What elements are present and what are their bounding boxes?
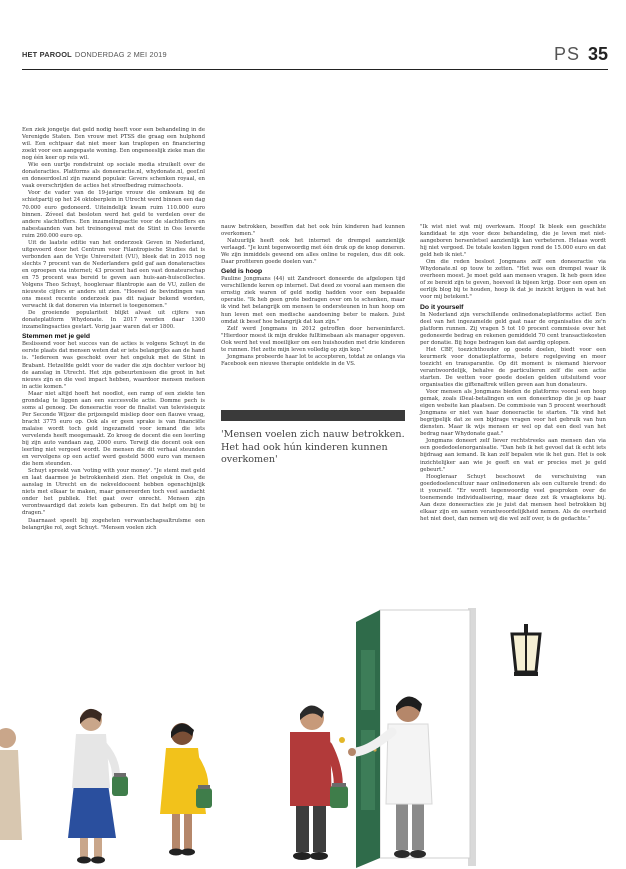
paragraph: "Ik wist niet wat mij overkwam. Hoop! Ik bleek een geschikte kandidaat te zijn voor deze behandeling, die je leven met niet-aangeboren hersenletsel aanzienlijk kan verbeteren. Helaas wordt hij niet vergoed. De totale kosten liggen rond de 15.000 euro en dat geld heb ik niet." — [420, 224, 606, 259]
quote-bar — [221, 410, 405, 421]
paragraph: nauw betrokken, beseffen dat het ook hún kinderen had kunnen overkomen." — [221, 224, 405, 238]
paragraph: Wie een uurtje rondstruint op sociale media struikelt over de donateracties. Platforms als doneeractie.nl, whydonate.nl, geef.nl en doneerdoel.nl zijn razend populair. Gevers schenken royaal, en vaak overschrijden de acties het streefbedrag ruimschoots. — [22, 162, 205, 190]
page-number: 35 — [587, 44, 608, 64]
person-man-red — [290, 705, 338, 860]
donation-people-illustration — [0, 600, 626, 869]
paragraph: Om die reden besloot Jongmans zelf een doneeractie via Whydonate.nl op touw te zetten. "Het was een drempel waar ik overheen moest. Je moet geld aan mensen vragen. Ik heb geen idee of ze bereid zijn te geven, hoeveel ik bijeen krijg. Door een open en eerlijk blog bij te houden, hoop ik dat je inzicht krijgen in wat het voor mij betekent." — [420, 259, 606, 301]
person-woman-blue — [68, 709, 116, 864]
paragraph: Uit de laatste editie van het onderzoek Geven in Nederland, uitgevoerd door het Centrum voor Filantropische Studies dat is verbonden aan de Vrije Universiteit (VU), bleek dat in 2015 nog slechts 7 procent van de Nederlanders geld gaf aan donateracties en oproepen via internet; 43 procent had een vast donateurschap en 75 procent was bereid te geven aan huis-aan-huiscollectes. Volgens Theo Schuyt, hoogleraar filantropie aan de VU, zullen de nieuwste cijfers er anders uit zien. "Hoewel de bevindingen van ons meest recente onderzoek pas dit najaar bekend worden, verwacht ik dat doneren via internet is toegenomen." — [22, 239, 205, 310]
coin-icon — [339, 737, 345, 743]
paragraph: Voor mensen als Jongmans bieden de platforms vooral een hoop gemak, zoals iDeal-betalingen en een doneerknop die je op haar eigen website kan plaatsen. De commissie van 5 procent weerhoudt Jongmans er niet van haar doneeractie te starten. "Ik vind het begrijpelijk dat ze een bijdrage vragen voor het gebruik van hun diensten. Maar ik wijs mensen er wel op dat een deel van het bedrag naar Whydonate gaat." — [420, 389, 606, 438]
header-rule — [22, 69, 608, 70]
subheading: Do it yourself — [420, 303, 464, 311]
pull-quote: 'Mensen voelen zich nauw betrokken. Het had ook hún kinderen kunnen overkomen' — [221, 429, 405, 466]
paragraph: Schuyt spreekt van 'voting with your money'. "Je stemt met geld en laat daarmee je betrokkenheid zien. Het ongeluk in Oss, de aanslag in Utrecht en de nekveldoceent hebben ogenschijnlijk niets met elkaar te maken, maar genereerden toch veel aandacht onder het publiek. Het gaat over onrecht. Mensen zijn verontwaardigd dat zoiets kan gebeuren. En dat helpt om bij te dragen." — [22, 468, 205, 517]
paper-name: HET PAROOL — [22, 50, 72, 59]
person-partial-left — [0, 728, 22, 840]
paragraph: Een ziek jongetje dat geld nodig heeft voor een behandeling in de Verenigde Staten. Een vrouw met PTSS die graag een hulphond wil. Een echtpaar dat niet meer kan traplopen en financiering zoekt voor een aangepaste woning. Een ongeneeslijk zieke man die nog één keer op reis wil. — [22, 127, 205, 162]
subheading: Geld is hoop — [221, 268, 263, 276]
page-header — [22, 44, 608, 68]
paragraph: Pauline Jongmans (44) uit Zandvoort doneerde de afgelopen tijd verschillende keren op internet. Dat deed ze vooral aan mensen die ernstig ziek waren of geld nodig hadden voor een bepaalde operatie. "Ik heb geen grote bedragen over om te schenken, maar ik vind het belangrijk om mensen te ondersteunen in hun hoop om hun leven met een medische aandoening beter te maken. Juist omdat ik besef hoe belangrijk dat kan zijn." — [221, 276, 405, 325]
paragraph: Beslissend voor het succes van de acties is volgens Schuyt in de eerste plaats dat mensen weten dat er iets belangrijks aan de hand is. "Iedereen was geschokt over het ongeluk met de Stint in Brabant. Hetzelfde geldt voor de vader die zijn dochter verloor bij de aanslag in Utrecht. Het zijn gebeurtenissen die groot in het nieuws zijn en die veel impact hebben, waardoor mensen meteen in actie komen." — [22, 341, 205, 390]
article-column-1 — [22, 127, 205, 532]
paragraph: Natuurlijk heeft ook het internet de drempel aanzienlijk verlaagd. "Je kunt tegenwoordig met één druk op de knop doneren. We zijn inmiddels gewend om alles online te regelen, dus dit ook. Daar profiteren goede doelen van." — [221, 238, 405, 266]
paragraph: Hoogleraar Schuyt beschouwt de verschuiving van goededoelencultuur naar onlinedoneren als een culturele trend: do it yourself. "Er wordt tegenwoordig veel gesproken over de toenemende individualisering, maar deze zet ik vraagtekens bij. Aan deze doneeracties zie je juist dat mensen heel betrokken bij elkaar zijn en samen verantwoordelijkheid nemen. Als de overheid het niet doet, dan nemen wij die wel zelf over, is de gedachte." — [420, 473, 606, 522]
paragraph: Het CBF, toezichthouder op goede doelen, biedt voor een keurmerk voor donatieplatforms, betere regelgeving en meer toezicht en transparantie. Op dit moment is niemand hiervoor verantwoordelijk, behalve de particulieren zelf die een actie starten. De wetten voor goede doelen gelden uitsluitend voor organisaties die giftenaftrek willen geven aan hun donateurs. — [420, 346, 606, 388]
jar-icon — [196, 785, 212, 808]
jar-icon — [330, 783, 348, 808]
masthead — [22, 50, 167, 59]
paragraph: Maar niet altijd hoeft het noodlot, een ramp of een ziekte ten grondslag te liggen aan een succesvolle actie. Domme pech is soms al genoeg. De doneeractie voor de finalist van televisiequiz Per Seconde Wijzer die prijzengeld misliep door een flauwe vraag, bracht 3775 euro op. Ook als er geen sprake is van financiële malaise wordt toch geld ingezameld voor iemand die iets vervelends heeft meegemaakt. Zo kreeg de docent die een leerling bij zijn auto vandaan zag, 2000 euro. Terwijl die docent ook een leerling niet vergoed wordt. De mensen die dit verhaal steunden en vervolgens op een actief werd gesteld 5000 euro van mensen die hem steunden. — [22, 390, 205, 468]
paragraph: Jongmans probeerde haar lot te accepteren, totdat ze onlangs via Facebook een nieuwe therapie ontdekte in de VS. — [221, 353, 406, 367]
paragraph: Voor de vader van de 19-jarige vrouw die omkwam bij de schietpartij op het 24 oktoberplein in Utrecht werd binnen een dag 70.000 euro gedoneerd. Uiteindelijk kwam ruim 110.000 euro binnen. Zóveel dat besloten werd het geld te verdelen over de andere slachtoffers. Een inzamelingsactie voor de slachtoffers en nabestaanden van het treinongeval met de Stint in Oss leverde ruim 260.000 euro op. — [22, 190, 205, 239]
subheading: Stemmen met je geld — [22, 333, 90, 341]
paragraph: De groeiende populariteit blijkt alvast uit cijfers van donateplatform Whydonate. In 2017 werden daar 1300 inzamelingsacties gestart. Vorig jaar waren dat er 1800. — [22, 310, 205, 331]
lamp-illustration — [512, 624, 540, 676]
paragraph: In Nederland zijn verschillende onlinedonateplatforms actief. Een deel van het ingezamelde geld gaat naar de organisaties die ze'n platform runnen. Zij vragen 5 tot 10 procent commissie over het gedoneerde bedrag en rekenen gemiddeld 70 cent transactiekosten per donatie. Bij hoge bedragen kan dat aardig oplopen. — [420, 311, 606, 346]
paragraph: Zelf werd Jongmans in 2012 getroffen door herseninfarct. "Hierdoor moest ik mijn drukke fulltimebaan als manager opgeven. Ook werd het veel moeilijker om een huishouden met drie kinderen te runnen. Het zette mijn leven volledig op zijn kop." — [221, 325, 405, 353]
article-column-3 — [420, 224, 606, 523]
article-column-2 — [221, 224, 405, 368]
paragraph: Jongmans doneert zelf liever rechtstreeks aan mensen dan via een goededoelenorganisatie. "Dan heb ik het gevoel dat ik echt iets bijdraag aan iemand. Ik kan zelf bepalen wie ik het gun. Het is ook inzichtelijker aan wie je geeft en wat er precies met je geld gebeurt." — [420, 438, 606, 473]
paragraph: Daarnaast speelt bij zogeheten verwantschapsaltruïsme een belangrijke rol, zegt Schuyt. "Mensen voelen zich — [22, 517, 205, 531]
jar-icon — [112, 773, 128, 796]
issue-date: DONDERDAG 2 MEI 2019 — [74, 50, 167, 59]
section-tag: PS — [553, 44, 580, 64]
